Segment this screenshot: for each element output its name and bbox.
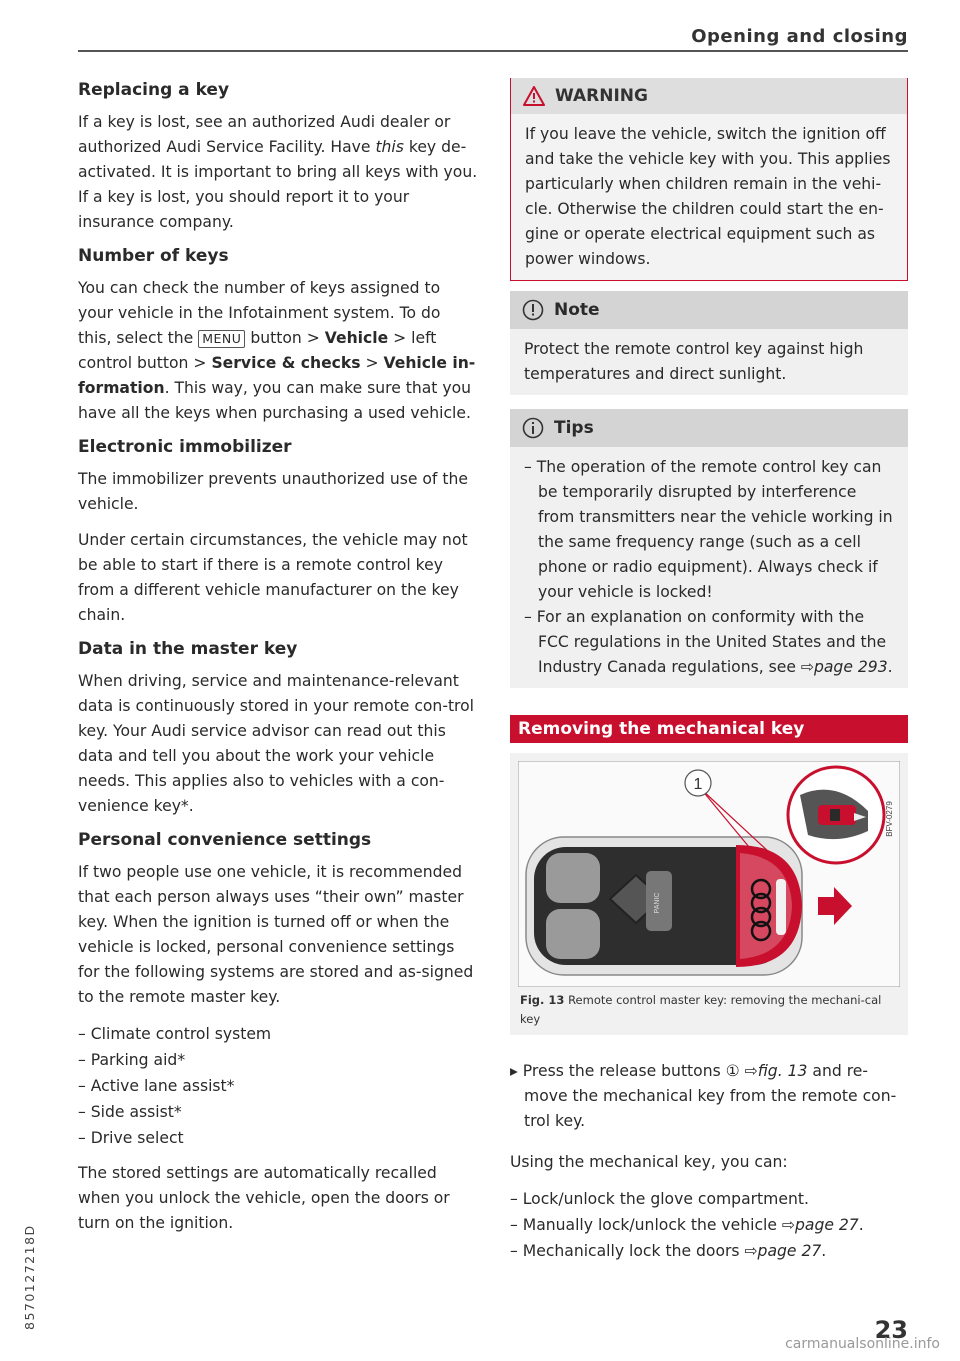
remote-key-illustration bbox=[518, 761, 900, 987]
tips-item: – For an explanation on conformity with the FCC regulations in the United States and the Industry Canada regulations, see ⇨page 293. bbox=[524, 605, 894, 680]
page-ref-link[interactable]: ⇨page 27 bbox=[781, 1216, 859, 1234]
paragraph-replacing-key: If a key is lost, see an authorized Audi dealer or authorized Audi Service Facility. Have this key de-activated. It is important to bring all keys with you. If a key is lost, you should report it to your insurance company. bbox=[78, 113, 478, 231]
section-heading-mechanical-key: Removing the mechanical key bbox=[510, 715, 908, 743]
list-item: – Lock/unlock the glove compartment. bbox=[510, 1186, 908, 1212]
panic-label: PANIC bbox=[654, 892, 661, 914]
note-header bbox=[510, 291, 908, 329]
note-body bbox=[510, 329, 908, 395]
paragraph-immobilizer-2: Under certain circumstances, the vehicle may not be able to start if there is a remote control key from a different vehicle manufacturer on the key chain. bbox=[78, 531, 468, 624]
warning-triangle-icon bbox=[523, 86, 545, 106]
paragraph-immobilizer-1: The immobilizer prevents unauthorized use of the vehicle. bbox=[78, 470, 468, 513]
heading-convenience: Personal convenience settings bbox=[78, 830, 372, 850]
warning-body bbox=[511, 114, 907, 280]
tips-title: Tips bbox=[554, 418, 594, 438]
note-text: Protect the remote control key against high temperatures and direct sunlight. bbox=[524, 340, 864, 383]
list-item: – Climate control system bbox=[78, 1021, 478, 1047]
callout-reference: ① bbox=[725, 1062, 740, 1080]
page-ref-link[interactable]: ⇨page 293 bbox=[800, 658, 888, 676]
right-column bbox=[510, 78, 908, 1274]
note-title: Note bbox=[554, 300, 600, 320]
watermark: carmanualsonline.info bbox=[785, 1336, 940, 1352]
callout-number: 1 bbox=[693, 776, 703, 793]
uses-intro: Using the mechanical key, you can: bbox=[510, 1153, 788, 1171]
note-box bbox=[510, 291, 908, 395]
uses-list bbox=[510, 1186, 908, 1264]
instruction-step: ▸ Press the release buttons ① ⇨fig. 13 and re-move the mechanical key from the remote con-trol key. bbox=[510, 1062, 897, 1130]
heading-master-key-data: Data in the master key bbox=[78, 639, 298, 659]
figure-remote-key bbox=[510, 753, 908, 1035]
tips-item: – The operation of the remote control key can be temporarily disrupted by interference from transmitters near the vehicle working in the same frequency range (such as a cell phone or radio equipment). Always check if your vehicle is locked! bbox=[524, 455, 894, 605]
list-item: – Side assist* bbox=[78, 1099, 478, 1125]
list-item: – Mechanically lock the doors ⇨page 27. bbox=[510, 1238, 908, 1264]
list-item: – Parking aid* bbox=[78, 1047, 478, 1073]
tips-header bbox=[510, 409, 908, 447]
tips-body bbox=[510, 447, 908, 688]
page-number: 23 bbox=[874, 1316, 908, 1344]
left-column bbox=[78, 72, 478, 1247]
info-circle-icon bbox=[522, 417, 544, 439]
convenience-list bbox=[78, 1021, 478, 1151]
heading-replacing-key: Replacing a key bbox=[78, 80, 230, 100]
menu-key-label: MENU bbox=[198, 330, 245, 348]
list-item: – Manually lock/unlock the vehicle ⇨page 27. bbox=[510, 1212, 908, 1238]
warning-box bbox=[510, 78, 908, 281]
paragraph-number-of-keys: You can check the number of keys assigned to your vehicle in the Infotainment system. To do this, select the MENU button > Vehicle > left control button > Service & checks > Vehicle in-formation. This way, you can make sure that you have all the keys when purchasing a used vehicle. bbox=[78, 279, 476, 422]
list-item: – Drive select bbox=[78, 1125, 478, 1151]
header-rule bbox=[78, 50, 908, 52]
warning-title: WARNING bbox=[555, 86, 648, 106]
warning-text: If you leave the vehicle, switch the ignition off and take the vehicle key with you. This applies particularly when children remain in the vehi-cle. Otherwise the children could start the en-gine or operate electrical equipment such as power windows. bbox=[525, 125, 891, 268]
figure-caption: Fig. 13 Remote control master key: removing the mechani-cal key bbox=[520, 993, 882, 1026]
heading-number-of-keys: Number of keys bbox=[78, 246, 229, 266]
heading-immobilizer: Electronic immobilizer bbox=[78, 437, 292, 457]
warning-header bbox=[511, 78, 907, 114]
figure-code-label: BFV-0279 bbox=[885, 801, 894, 837]
list-item: – Active lane assist* bbox=[78, 1073, 478, 1099]
paragraph-convenience: If two people use one vehicle, it is recommended that each person always uses “their own” master key. When the ignition is turned off or when the vehicle is locked, personal convenience settings for the following systems are stored and as-signed to the remote master key. bbox=[78, 863, 474, 1006]
side-document-code: 8570127218D bbox=[22, 1224, 37, 1330]
tips-box bbox=[510, 409, 908, 688]
figure-ref-link[interactable]: fig. 13 bbox=[757, 1062, 808, 1080]
paragraph-convenience-closing: The stored settings are automatically recalled when you unlock the vehicle, open the doors or turn on the ignition. bbox=[78, 1164, 450, 1232]
paragraph-master-key-data: When driving, service and maintenance-relevant data is continuously stored in your remote con-trol key. Your Audi service advisor can read out this data and tell you about the work your vehicle needs. This applies also to vehicles with a con-venience key*. bbox=[78, 672, 474, 815]
section-title: Opening and closing bbox=[691, 26, 908, 47]
page-ref-link[interactable]: ⇨page 27 bbox=[744, 1242, 822, 1260]
exclamation-circle-icon bbox=[522, 299, 544, 321]
